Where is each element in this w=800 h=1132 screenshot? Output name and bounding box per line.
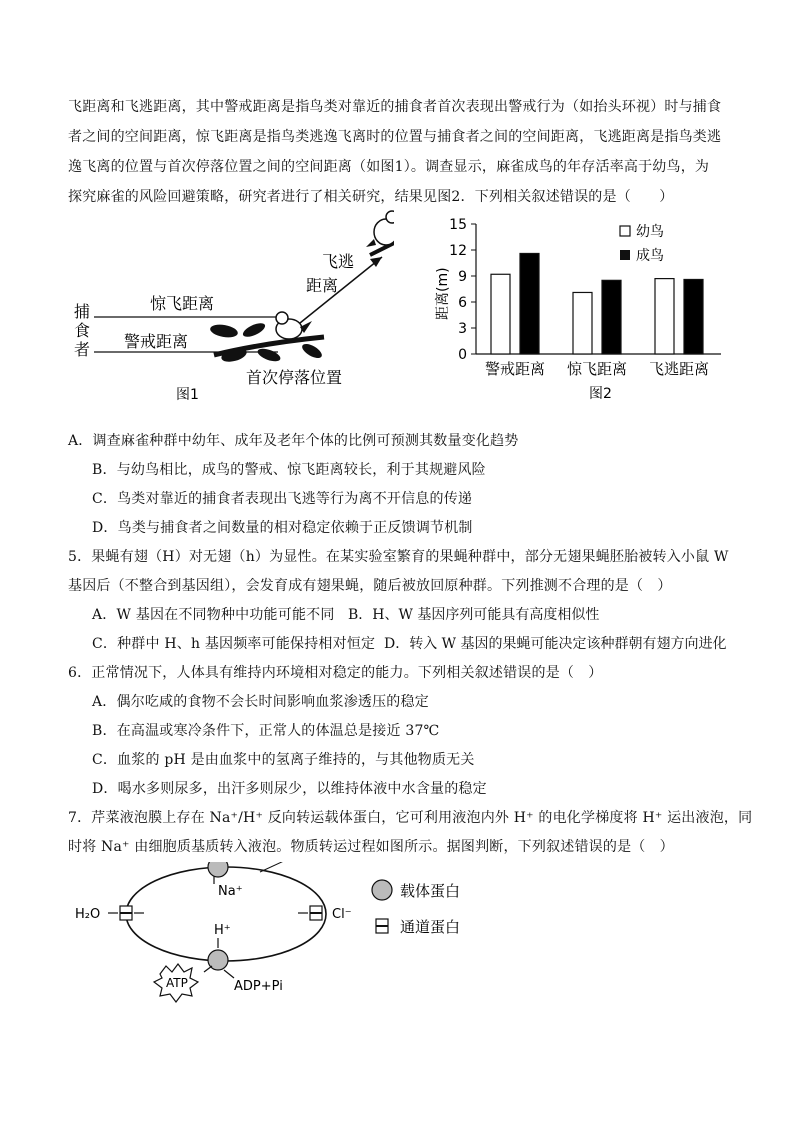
y-tick-label: 0 — [458, 347, 467, 363]
bar-adult — [520, 253, 539, 354]
q5-option-b: B．H、W 基因序列可能具有高度相似性 — [348, 607, 600, 623]
q6-stem: 6．正常情况下，人体具有维持内环境相对稳定的能力。下列相关叙述错误的是（ ） — [68, 665, 603, 681]
alert-distance-label: 警戒距离 — [124, 332, 189, 351]
vacuole-membrane — [126, 867, 326, 961]
bar-young — [491, 274, 510, 354]
intro-line-4: 探究麻雀的风险回避策略，研究者进行了相关研究，结果见图2．下列相关叙述错误的是（ ） — [68, 189, 674, 205]
y-tick-label: 12 — [449, 243, 467, 259]
q6-option-d: D．喝水多则尿多，出汗多则尿少，以维持体液中水含量的稳定 — [92, 781, 487, 797]
bar-young — [655, 279, 674, 354]
legend-adult-label: 成鸟 — [636, 248, 664, 264]
landing-position-label: 首次停落位置 — [246, 368, 343, 387]
q5-option-c: C．种群中 H、h 基因频率可能保持相对恒定 — [92, 636, 376, 652]
landed-bird-icon — [366, 211, 394, 255]
q4-option-c: C．鸟类对靠近的捕食者表现出飞逃等行为离不开信息的传递 — [92, 491, 473, 507]
flight-distance-label-1: 飞逃 — [322, 252, 355, 271]
legend-young-label: 幼鸟 — [636, 224, 664, 240]
y-axis-label: 距离(m) — [435, 267, 451, 320]
q5-stem-2: 基因后（不整合到基因组），会发育成有翅果蝇，随后被放回原种群。下列推测不合理的是（ ） — [68, 578, 672, 594]
q6-option-b: B．在高温或寒冷条件下，正常人的体温总是接近 37℃ — [92, 723, 440, 739]
q6-option-c: C．血浆的 pH 是由血浆中的氢离子维持的，与其他物质无关 — [92, 752, 475, 768]
q6-option-a: A．偶尔吃咸的食物不会长时间影响血浆渗透压的稳定 — [92, 694, 429, 710]
h-ion-bottom-label: H⁺ — [214, 923, 231, 938]
y-tick-label: 9 — [458, 269, 467, 285]
predator-label-1: 捕 — [74, 302, 91, 321]
figure-1 — [64, 205, 394, 405]
intro-line-1: 飞距离和飞逃距离，其中警戒距离是指鸟类对靠近的捕食者首次表现出警戒行为（如抬头环视）时与捕食 — [68, 99, 722, 115]
bar-young — [573, 292, 592, 354]
flight-distance-label-2: 距离 — [306, 276, 339, 295]
legend-channel-icon — [376, 919, 388, 933]
adp-label: ADP+Pi — [234, 979, 283, 994]
legend-carrier-icon — [372, 880, 392, 900]
figure-2-caption: 图2 — [589, 386, 612, 402]
q7-stem-2: 时将 Na⁺ 由细胞质基质转入液泡。物质转运过程如图所示。据图判断，下列叙述错误的是（ ） — [68, 839, 674, 855]
startle-distance-label: 惊飞距离 — [150, 294, 215, 313]
figure-1-caption: 图1 — [176, 387, 199, 403]
x-category-label: 警戒距离 — [484, 360, 546, 378]
legend-carrier-label: 载体蛋白 — [400, 882, 461, 900]
predator-label-3: 者 — [74, 340, 91, 359]
water-label: H₂O — [75, 907, 101, 922]
bar-adult — [602, 280, 621, 354]
legend-young-swatch — [620, 226, 630, 236]
y-tick-label: 6 — [458, 295, 467, 311]
channel-protein-left — [120, 906, 132, 920]
na-ion-label: Na⁺ — [218, 884, 243, 899]
q4-option-d: D．鸟类与捕食者之间数量的相对稳定依赖于正反馈调节机制 — [92, 520, 473, 536]
q4-option-a: A．调查麻雀种群中幼年、成年及老年个体的比例可预测其数量变化趋势 — [68, 433, 519, 449]
legend-channel-label: 通道蛋白 — [400, 918, 461, 936]
y-tick-label: 3 — [458, 321, 467, 337]
figure-2-chart — [415, 210, 735, 405]
y-tick-label: 15 — [449, 217, 467, 233]
carrier-protein-top — [208, 862, 228, 877]
q4-option-b: B．与幼鸟相比，成鸟的警戒、惊飞距离较长，利于其规避风险 — [92, 462, 486, 478]
intro-line-3: 逸飞离的位置与首次停落位置之间的空间距离（如图1）。调查显示，麻雀成鸟的年存活率高于幼鸟，为 — [68, 159, 710, 175]
chloride-label: Cl⁻ — [332, 907, 352, 922]
atp-label: ATP — [166, 976, 188, 990]
intro-line-2: 者之间的空间距离，惊飞距离是指鸟类逃逸飞离时的位置与捕食者之间的空间距离，飞逃距离是指鸟类逃 — [68, 129, 722, 145]
q7-stem-1: 7．芹菜液泡膜上存在 Na⁺/H⁺ 反向转运载体蛋白，它可利用液泡内外 H⁺ 的电化学梯度将 H⁺ 运出液泡，同 — [68, 810, 753, 826]
q5-option-a: A．W 基因在不同物种中功能可能不同 — [92, 607, 335, 623]
legend-adult-swatch — [620, 250, 630, 260]
x-category-label: 飞逃距离 — [648, 360, 710, 378]
x-category-label: 惊飞距离 — [566, 360, 628, 378]
channel-protein-right — [310, 906, 322, 920]
figure-3-diagram — [68, 862, 488, 1012]
q5-option-d: D．转入 W 基因的果蝇可能决定该种群朝有翅方向进化 — [384, 636, 727, 652]
bar-adult — [684, 279, 703, 354]
perched-bird-icon — [276, 312, 312, 339]
predator-label-2: 食 — [74, 321, 91, 340]
q5-stem-1: 5．果蝇有翅（H）对无翅（h）为显性。在某实验室繁育的果蝇种群中，部分无翅果蝇胚胎被转入小鼠 W — [68, 549, 729, 565]
